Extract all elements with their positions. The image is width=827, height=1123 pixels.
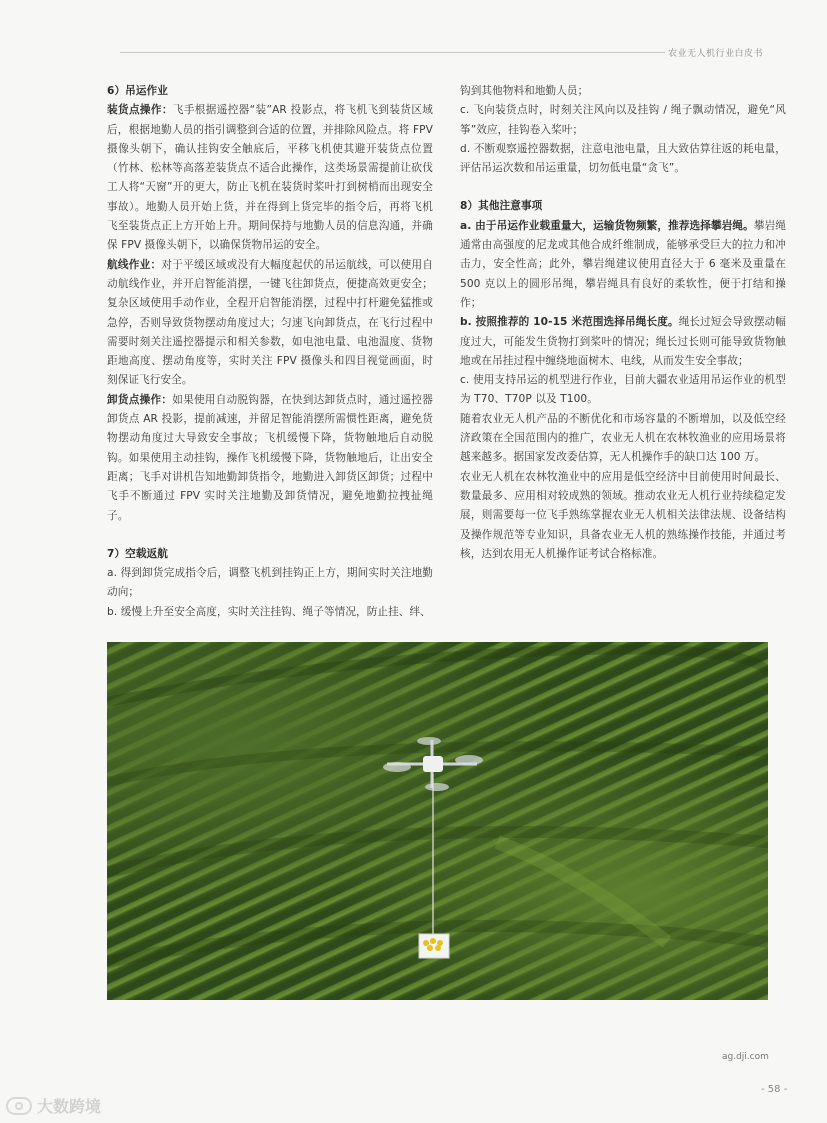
left-column — [107, 82, 433, 622]
section-8-item-c: c. 使用支持吊运的机型进行作业，目前大疆农业适用吊运作业的机型为 T70、T70P 以及 T100。 — [460, 374, 786, 406]
section-7-title: 7）空载返航 — [107, 547, 168, 560]
section-7-item-a: a. 得到卸货完成指令后，调整飞机到挂钩正上方，期间实时关注地勤动向； — [107, 567, 433, 599]
header-title: 农业无人机行业白皮书 — [668, 49, 764, 59]
unloading-label: 卸货点操作： — [107, 393, 173, 406]
section-8-item-a-lead: a. 由于吊运作业载重量大，运输货物频繁，推荐选择攀岩绳。 — [460, 219, 754, 232]
section-8-item-a — [460, 217, 786, 313]
loading-label: 装货点操作： — [107, 104, 173, 117]
loading-text: 飞手根据遥控器“装”AR 投影点，将飞机飞到装货区域后，根据地勤人员的指引调整到合适的位置，并排除风险点。将 FPV 摄像头朝下，确认挂钩安全触底后，平移飞机使其避开装货点位置（竹林、松林等高落差装货点不适合此操作，这类场景需提前让砍伐工人将“天窗”开的更大，防止飞机在装货时桨叶打到树梢而出现安全事故）。地勤人员开始上货，并在得到上货完毕的指令后，再将飞机飞至装货点正上方开始上升。期间保持与地勤人员的信息沟通，并确保 FPV 摄像头朝下，以确保货物吊运的安全。 — [107, 104, 433, 252]
watermark — [6, 1094, 101, 1117]
watermark-logo-icon — [6, 1097, 32, 1115]
header-rule — [120, 52, 665, 53]
route-paragraph — [107, 256, 433, 391]
section-8-item-a-text: 攀岩绳通常由高强度的尼龙或其他合成纤维制成，能够承受巨大的拉力和冲击力，安全性高；此外，攀岩绳建议使用直径大于 6 毫米及重量在 500 克以上的圆形吊绳，攀岩绳具有良好的柔软性，便于打结和操作； — [460, 219, 786, 309]
continued-line: 钩到其他物料和地勤人员； — [460, 85, 589, 97]
section-8-item-b — [460, 313, 786, 371]
loading-paragraph — [107, 101, 433, 255]
section-7-item-d: d. 不断观察遥控器数据，注意电池电量，且大致估算往返的耗电量，评估吊运次数和吊运重量，切勿低电量“贪飞”。 — [460, 142, 786, 175]
site-url: ag.dji.com — [722, 1052, 769, 1062]
watermark-text: 大数跨境 — [37, 1097, 102, 1116]
drone-illustration — [107, 642, 768, 1000]
section-7-item-c: c. 飞向装货点时，时刻关注风向以及挂钩 / 绳子飘动情况，避免“风筝”效应，挂钩卷入桨叶； — [460, 104, 786, 136]
section-7-item-b: b. 缓慢上升至安全高度，实时关注挂钩、绳子等情况，防止挂、绊、 — [107, 605, 431, 618]
summary-paragraph-2: 农业无人机在农林牧渔业中的应用是低空经济中目前使用时间最长、数量最多、应用相对较成熟的领域。推动农业无人机行业持续稳定发展，则需要每一位飞手熟练掌握农业无人机相关法律法规、设备结构及操作规范等专业知识，具备农业无人机的熟练操作技能，并通过考核，达到农用无人机操作证考试合格标准。 — [460, 470, 786, 560]
fruit-basket-icon — [419, 934, 449, 958]
section-8-title: 8）其他注意事项 — [460, 200, 543, 213]
route-text: 对于平缓区域或没有大幅度起伏的吊运航线，可以使用自动航线作业，并开启智能消摆，一键飞往卸货点，便捷高效更安全；复杂区域使用手动作业，全程开启智能消摆，过程中打杆避免猛推或急停，否则导致货物摆动角度过大；匀速飞向卸货点，在飞行过程中需要时刻关注遥控器提示和相关参数，如电池电量、电池温度、货物距地高度、摆动角度等，实时关注 FPV 摄像头和四目视觉画面，时刻保证飞行安全。 — [107, 258, 434, 387]
unloading-text: 如果使用自动脱钩器，在快到达卸货点时，通过遥控器卸货点 AR 投影，提前减速，并留足智能消摆所需惯性距离，避免货物摆动角度过大导致安全事故；飞机缓慢下降，货物触地后自动脱钩。如果使用主动挂钩，操作飞机缓慢下降，货物触地后，让出安全距离；飞手对讲机告知地勤卸货指令，地勤进入卸货区卸货；过程中飞手不断通过 FPV 实时关注地勤及卸货情况，避免地勤拉拽扯绳子。 — [107, 393, 433, 522]
page-number: - 58 - — [761, 1084, 788, 1095]
unloading-paragraph — [107, 391, 433, 526]
route-label: 航线作业： — [107, 258, 162, 271]
drone-orchard-photo — [107, 642, 768, 1000]
section-8-item-b-text: 绳长过短会导致摆动幅度过大，可能发生货物打到桨叶的情况；绳长过长则可能导致货物触地或在吊挂过程中缠绕地面树木、电线，从而发生安全事故； — [460, 316, 786, 367]
section-6-title: 6）吊运作业 — [107, 85, 168, 97]
section-8-item-b-lead: b. 按照推荐的 10-15 米范围选择吊绳长度。 — [460, 316, 679, 329]
summary-paragraph-1: 随着农业无人机产品的不断优化和市场容量的不断增加，以及低空经济政策在全国范围内的推广，农业无人机在农林牧渔业的应用场景将越来越多。据国家发改委估算，无人机操作手的缺口达 100 万。 — [460, 412, 786, 464]
right-column — [460, 82, 786, 564]
